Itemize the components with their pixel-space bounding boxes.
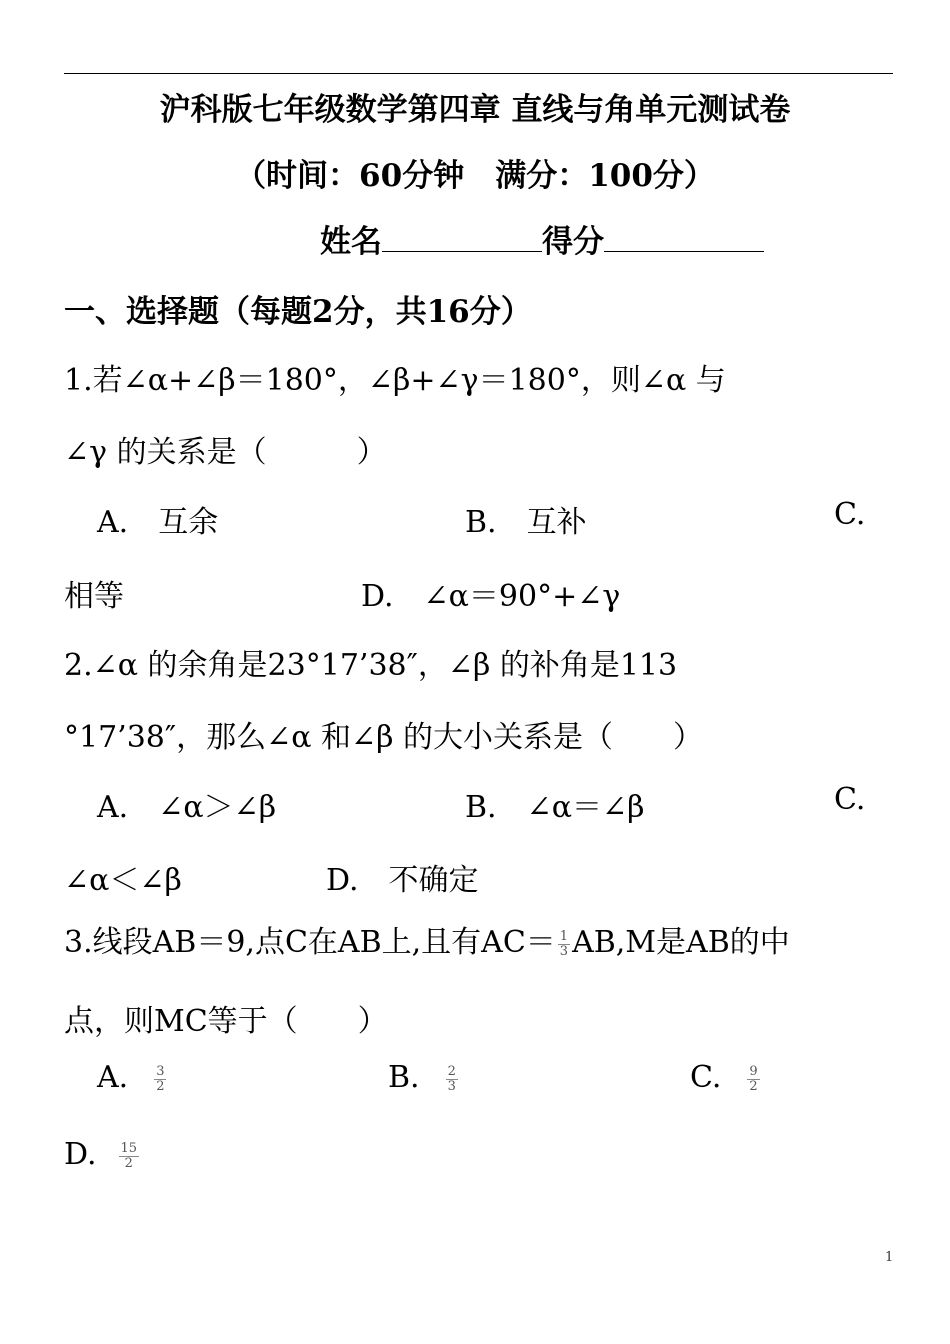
q3-option-b-fraction: [446, 1065, 458, 1093]
q3-a-denominator: 2: [156, 1078, 165, 1094]
q3-b-numerator: 2: [447, 1063, 456, 1079]
name-label: 姓名: [320, 224, 382, 260]
q1-line2: ∠γ 的关系是（ ）: [64, 435, 387, 470]
name-blank[interactable]: [382, 225, 542, 252]
q1-option-b: B. 互补: [465, 505, 587, 540]
q3-option-c-label: C.: [690, 1060, 722, 1095]
q3-option-a-fraction: [154, 1065, 166, 1093]
q3-b-denominator: 3: [447, 1078, 456, 1094]
score-blank[interactable]: [604, 225, 764, 252]
q1-option-c-label: C.: [834, 497, 866, 532]
q3-option-a-label: A.: [97, 1060, 129, 1095]
q3-option-b: [388, 1060, 460, 1095]
q3-option-d: [64, 1137, 141, 1172]
q3-option-d-label: D.: [64, 1137, 97, 1172]
q3-d-numerator: 15: [120, 1140, 138, 1156]
q3-d-denominator: 2: [124, 1155, 133, 1171]
q2-option-a: A. ∠α＞∠β: [97, 790, 277, 825]
q1-option-a: A. 互余: [97, 505, 219, 540]
score-label: 得分: [542, 224, 604, 260]
q3-option-a: [97, 1060, 168, 1095]
q3-option-d-fraction: [119, 1142, 140, 1170]
q3-line2: 点，则MC等于（ ）: [64, 1004, 388, 1039]
q2-line1: 2.∠α 的余角是23°17’38″，∠β 的补角是113: [64, 648, 678, 683]
page-number: 1: [885, 1250, 894, 1265]
q2-option-b: B. ∠α＝∠β: [465, 790, 645, 825]
q1-option-c-text: 相等: [64, 579, 124, 614]
q2-option-c-label: C.: [834, 782, 866, 817]
q1-line1: 1.若∠α+∠β＝180°，∠β+∠γ＝180°，则∠α 与: [64, 363, 726, 398]
student-info: [320, 216, 764, 261]
q3-option-c: [690, 1060, 762, 1095]
q3-line1: [64, 917, 790, 961]
q3-c-denominator: 2: [749, 1078, 758, 1094]
q3-line1-post: AB,M是AB的中: [572, 925, 790, 960]
q3-line1-pre: 3.线段AB＝9,点C在AB上,且有AC＝: [64, 925, 556, 960]
q3-a-numerator: 3: [156, 1063, 165, 1079]
section-heading: 一、选择题（每题2分，共16分）: [64, 294, 532, 330]
q3-fraction: [558, 930, 570, 958]
q3-option-c-fraction: [747, 1065, 759, 1093]
q3-option-b-label: B.: [388, 1060, 420, 1095]
page-title: 沪科版七年级数学第四章 直线与角单元测试卷: [159, 92, 791, 128]
q3-fraction-numerator: 1: [559, 928, 569, 944]
q1-option-d: D. ∠α＝90°+∠γ: [361, 579, 621, 614]
exam-info: （时间：60分钟 满分：100分）: [235, 158, 715, 194]
header-rule: [64, 73, 893, 74]
q3-c-numerator: 9: [749, 1063, 758, 1079]
q2-line2: °17’38″，那么∠α 和∠β 的大小关系是（ ）: [64, 720, 704, 755]
q3-fraction-denominator: 3: [559, 943, 569, 959]
q2-option-d: D. 不确定: [326, 863, 479, 898]
q2-option-c-text: ∠α＜∠β: [64, 863, 182, 898]
